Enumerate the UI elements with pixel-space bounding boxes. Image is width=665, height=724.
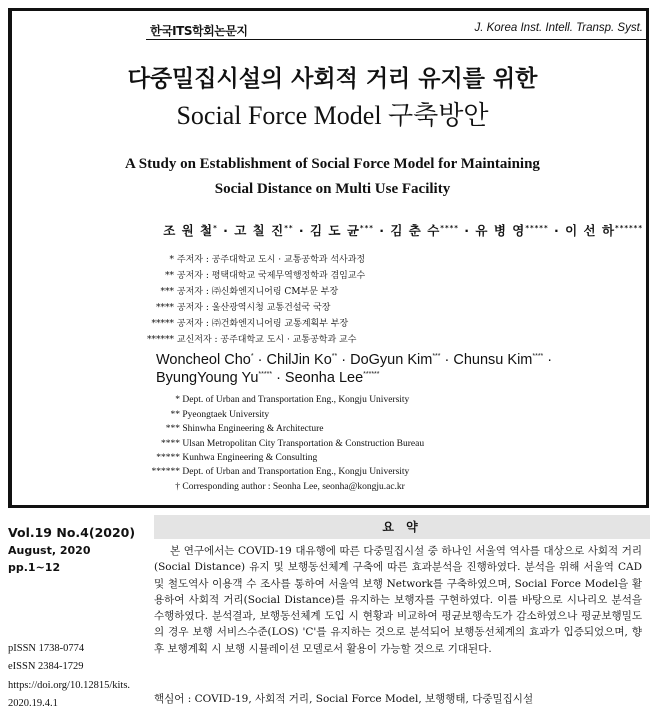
eissn: eISSN 2384-1729 [8, 661, 84, 672]
affiliation-ko: ** 공저자 : 평택대학교 국제무역행정학과 겸임교수 [165, 271, 366, 281]
title-en-line1: A Study on Establishment of Social Force Model for Maintaining [125, 156, 540, 172]
pissn: pISSN 1738-0774 [8, 643, 85, 654]
title-ko-line1: 다중밀집시설의 사회적 거리 유지를 위한 [127, 65, 538, 92]
affiliation-en: ***** Kunhwa Engineering & Consulting [156, 453, 318, 463]
doi-line1[interactable]: https://doi.org/10.12815/kits. [8, 680, 131, 691]
affiliation-en: ****** Dept. of Urban and Transportation Eng., Kongju University [151, 467, 410, 477]
page-range: pp.1~12 [8, 561, 61, 574]
keywords: 핵심어 : COVID-19, 사회적 거리, Social Force Model, 보행행태, 다중밀집시설 [154, 693, 534, 705]
affiliation-en: *** Shinwha Engineering & Architecture [165, 424, 324, 434]
header-divider [146, 39, 646, 40]
abstract-heading: 요 약 [154, 515, 650, 539]
doi-line2[interactable]: 2020.19.4.1 [8, 698, 58, 709]
affiliation-ko: * 주저자 : 공주대학교 도시 · 교통공학과 석사과정 [169, 255, 366, 265]
corresponding-author: † Corresponding author : Seonha Lee, seonha@kongju.ac.kr [175, 482, 405, 492]
authors-en-line1: Woncheol Cho* · ChilJin Ko** · DoGyun Kim*** · Chunsu Kim**** · [156, 352, 553, 368]
journal-name-en: J. Korea Inst. Intell. Transp. Syst. [474, 22, 643, 34]
affiliation-en: **** Ulsan Metropolitan City Transportation & Construction Bureau [161, 439, 425, 449]
volume-info: Vol.19 No.4(2020) [8, 525, 136, 540]
affiliation-ko: *** 공저자 : ㈜신화엔지니어링 CM부문 부장 [160, 287, 339, 297]
affiliation-ko: ****** 교신저자 : 공주대학교 도시 · 교통공학과 교수 [147, 335, 357, 345]
affiliation-ko: ***** 공저자 : ㈜건화엔지니어링 교통계획부 부장 [151, 319, 349, 329]
issue-date: August, 2020 [8, 544, 91, 557]
title-ko-line2: Social Force Model 구축방안 [176, 101, 489, 130]
authors-en-line2: ByungYoung Yu***** · Seonha Lee****** [156, 370, 380, 386]
title-en-line2: Social Distance on Multi Use Facility [214, 181, 451, 197]
affiliation-en: ** Pyeongtaek University [170, 410, 270, 420]
affiliation-ko: **** 공저자 : 울산광역시청 교통건설국 국장 [156, 303, 331, 313]
authors-ko: 조 원 철* · 고 칠 진** · 김 도 균*** · 김 춘 수**** · 유 병 영***** · 이 선 하****** [163, 223, 643, 238]
journal-name-ko: 한국ITS학회논문지 [150, 24, 248, 38]
abstract-body: 본 연구에서는 COVID-19 대유행에 따른 다중밀집시설 중 하나인 서울역 역사를 대상으로 사회적 거리(Social Distance) 유지 및 보행동선체계 구축에 따른 효과분석을 진행하였다. 분석을 위해 서울역 CAD 및 철도역사 이용객 수 조사를 통하여 서울역 보행 Network를 구축하였으며, Social Force Model을 활용하여 사회적 거리(Social Distance)를 유지하는 보행자를 구현하였다. 이를 바탕으로 시나리오 분석을 수행하였다. 분석결과, 보행동선체계 도입 시 현황과 비교하여 평균보행속도가 감소하였으나 평균보행밀도의 경우 보행 서비스수준(LOS) 'C'를 유지하는 것으로 분석되어 보행동선체계의 효과가 입증되었으며, 향후 보행계획 시 보행 시뮬레이션 모델로서 활용이 가능할 것으로 기대된다. [154, 545, 642, 655]
affiliation-en: * Dept. of Urban and Transportation Eng., Kongju University [175, 395, 410, 405]
